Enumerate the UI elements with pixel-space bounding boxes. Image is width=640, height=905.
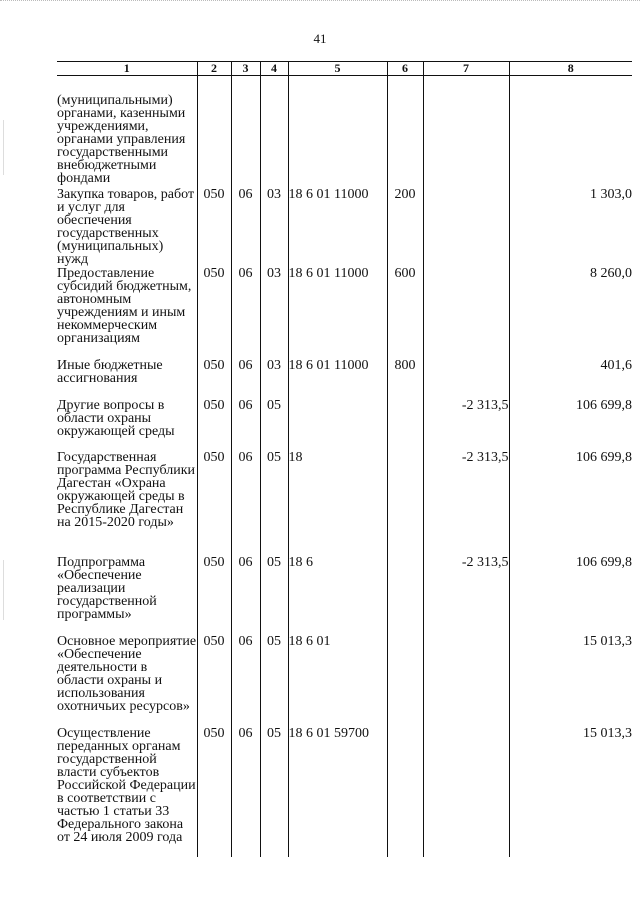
row-name: Предоставление субсидий бюджетным, автономным учреждениям и иным некоммерческим организациям [57,267,197,359]
cell-change-amount [423,635,509,727]
column-header: 2 [197,62,231,76]
cell-target-article: 18 6 01 [288,635,387,727]
cell-section-code: 06 [231,451,260,556]
cell-change-amount: -2 313,5 [423,451,509,556]
table-row [57,635,632,727]
row-name: Подпрограмма «Обеспечение реализации государственной программы» [57,556,197,635]
row-name: Основное мероприятие «Обеспечение деятельности в области охраны и использования охотничьих ресурсов» [57,635,197,727]
column-header: 7 [423,62,509,76]
cell-ministry-code: 050 [197,727,231,857]
cell-ministry-code: 050 [197,267,231,359]
cell-total-amount [509,76,632,187]
cell-subsection-code [260,76,288,187]
table-row [57,399,632,451]
table-row [57,727,632,857]
cell-change-amount [423,727,509,857]
row-name: Осуществление переданных органам государственной власти субъектов Российской Федерации в соответствии с частью 1 статьи 33 Федерального закона от 24 июля 2009 года [57,727,197,857]
cell-total-amount: 8 260,0 [509,267,632,359]
cell-target-article [288,399,387,451]
cell-section-code: 06 [231,635,260,727]
cell-expense-type: 600 [387,267,423,359]
column-header: 5 [288,62,387,76]
cell-section-code: 06 [231,359,260,399]
column-header: 8 [509,62,632,76]
budget-table [57,61,632,857]
column-header: 6 [387,62,423,76]
cell-ministry-code: 050 [197,635,231,727]
cell-expense-type [387,451,423,556]
table-row [57,76,632,187]
cell-subsection-code: 03 [260,359,288,399]
cell-expense-type: 800 [387,359,423,399]
cell-subsection-code: 05 [260,451,288,556]
cell-ministry-code: 050 [197,399,231,451]
cell-target-article: 18 [288,451,387,556]
cell-subsection-code: 03 [260,186,288,267]
cell-change-amount [423,267,509,359]
cell-change-amount: -2 313,5 [423,556,509,635]
cell-section-code: 06 [231,727,260,857]
cell-change-amount: -2 313,5 [423,399,509,451]
cell-ministry-code: 050 [197,186,231,267]
row-name: Другие вопросы в области охраны окружающей среды [57,399,197,451]
cell-expense-type [387,76,423,187]
cell-subsection-code: 05 [260,399,288,451]
scan-margin-mark [3,560,4,620]
cell-target-article [288,76,387,187]
page-number: 41 [313,31,327,46]
cell-ministry-code: 050 [197,451,231,556]
cell-subsection-code: 05 [260,635,288,727]
cell-change-amount [423,76,509,187]
table-row [57,186,632,267]
cell-total-amount: 15 013,3 [509,635,632,727]
column-header: 1 [57,62,197,76]
row-name: Иные бюджетные ассигнования [57,359,197,399]
cell-ministry-code: 050 [197,556,231,635]
table-row [57,556,632,635]
cell-subsection-code: 03 [260,267,288,359]
row-name: Государственная программа Республики Дагестан «Охрана окружающей среды в Республике Дагестан на 2015-2020 годы» [57,451,197,556]
table-header-row [57,62,632,76]
cell-total-amount: 106 699,8 [509,451,632,556]
cell-subsection-code: 05 [260,556,288,635]
cell-target-article: 18 6 01 11000 [288,359,387,399]
cell-target-article: 18 6 [288,556,387,635]
cell-total-amount: 106 699,8 [509,556,632,635]
table-row [57,359,632,399]
cell-section-code: 06 [231,556,260,635]
cell-total-amount: 1 303,0 [509,186,632,267]
cell-expense-type: 200 [387,186,423,267]
scan-top-edge [0,0,640,4]
cell-total-amount: 401,6 [509,359,632,399]
cell-expense-type [387,556,423,635]
row-name: (муниципальными) органами, казенными учреждениями, органами управления государственными внебюджетными фондами [57,76,197,187]
cell-expense-type [387,399,423,451]
cell-section-code [231,76,260,187]
cell-total-amount: 106 699,8 [509,399,632,451]
cell-target-article: 18 6 01 11000 [288,267,387,359]
cell-ministry-code [197,76,231,187]
cell-expense-type [387,727,423,857]
cell-ministry-code: 050 [197,359,231,399]
table-row [57,451,632,556]
cell-target-article: 18 6 01 59700 [288,727,387,857]
scan-margin-mark [3,120,4,175]
cell-target-article: 18 6 01 11000 [288,186,387,267]
table-row [57,267,632,359]
cell-subsection-code: 05 [260,727,288,857]
row-name: Закупка товаров, работ и услуг для обеспечения государственных (муниципальных) нужд [57,186,197,267]
cell-section-code: 06 [231,186,260,267]
cell-section-code: 06 [231,267,260,359]
cell-change-amount [423,186,509,267]
cell-expense-type [387,635,423,727]
column-header: 3 [231,62,260,76]
cell-change-amount [423,359,509,399]
cell-total-amount: 15 013,3 [509,727,632,857]
column-header: 4 [260,62,288,76]
cell-section-code: 06 [231,399,260,451]
